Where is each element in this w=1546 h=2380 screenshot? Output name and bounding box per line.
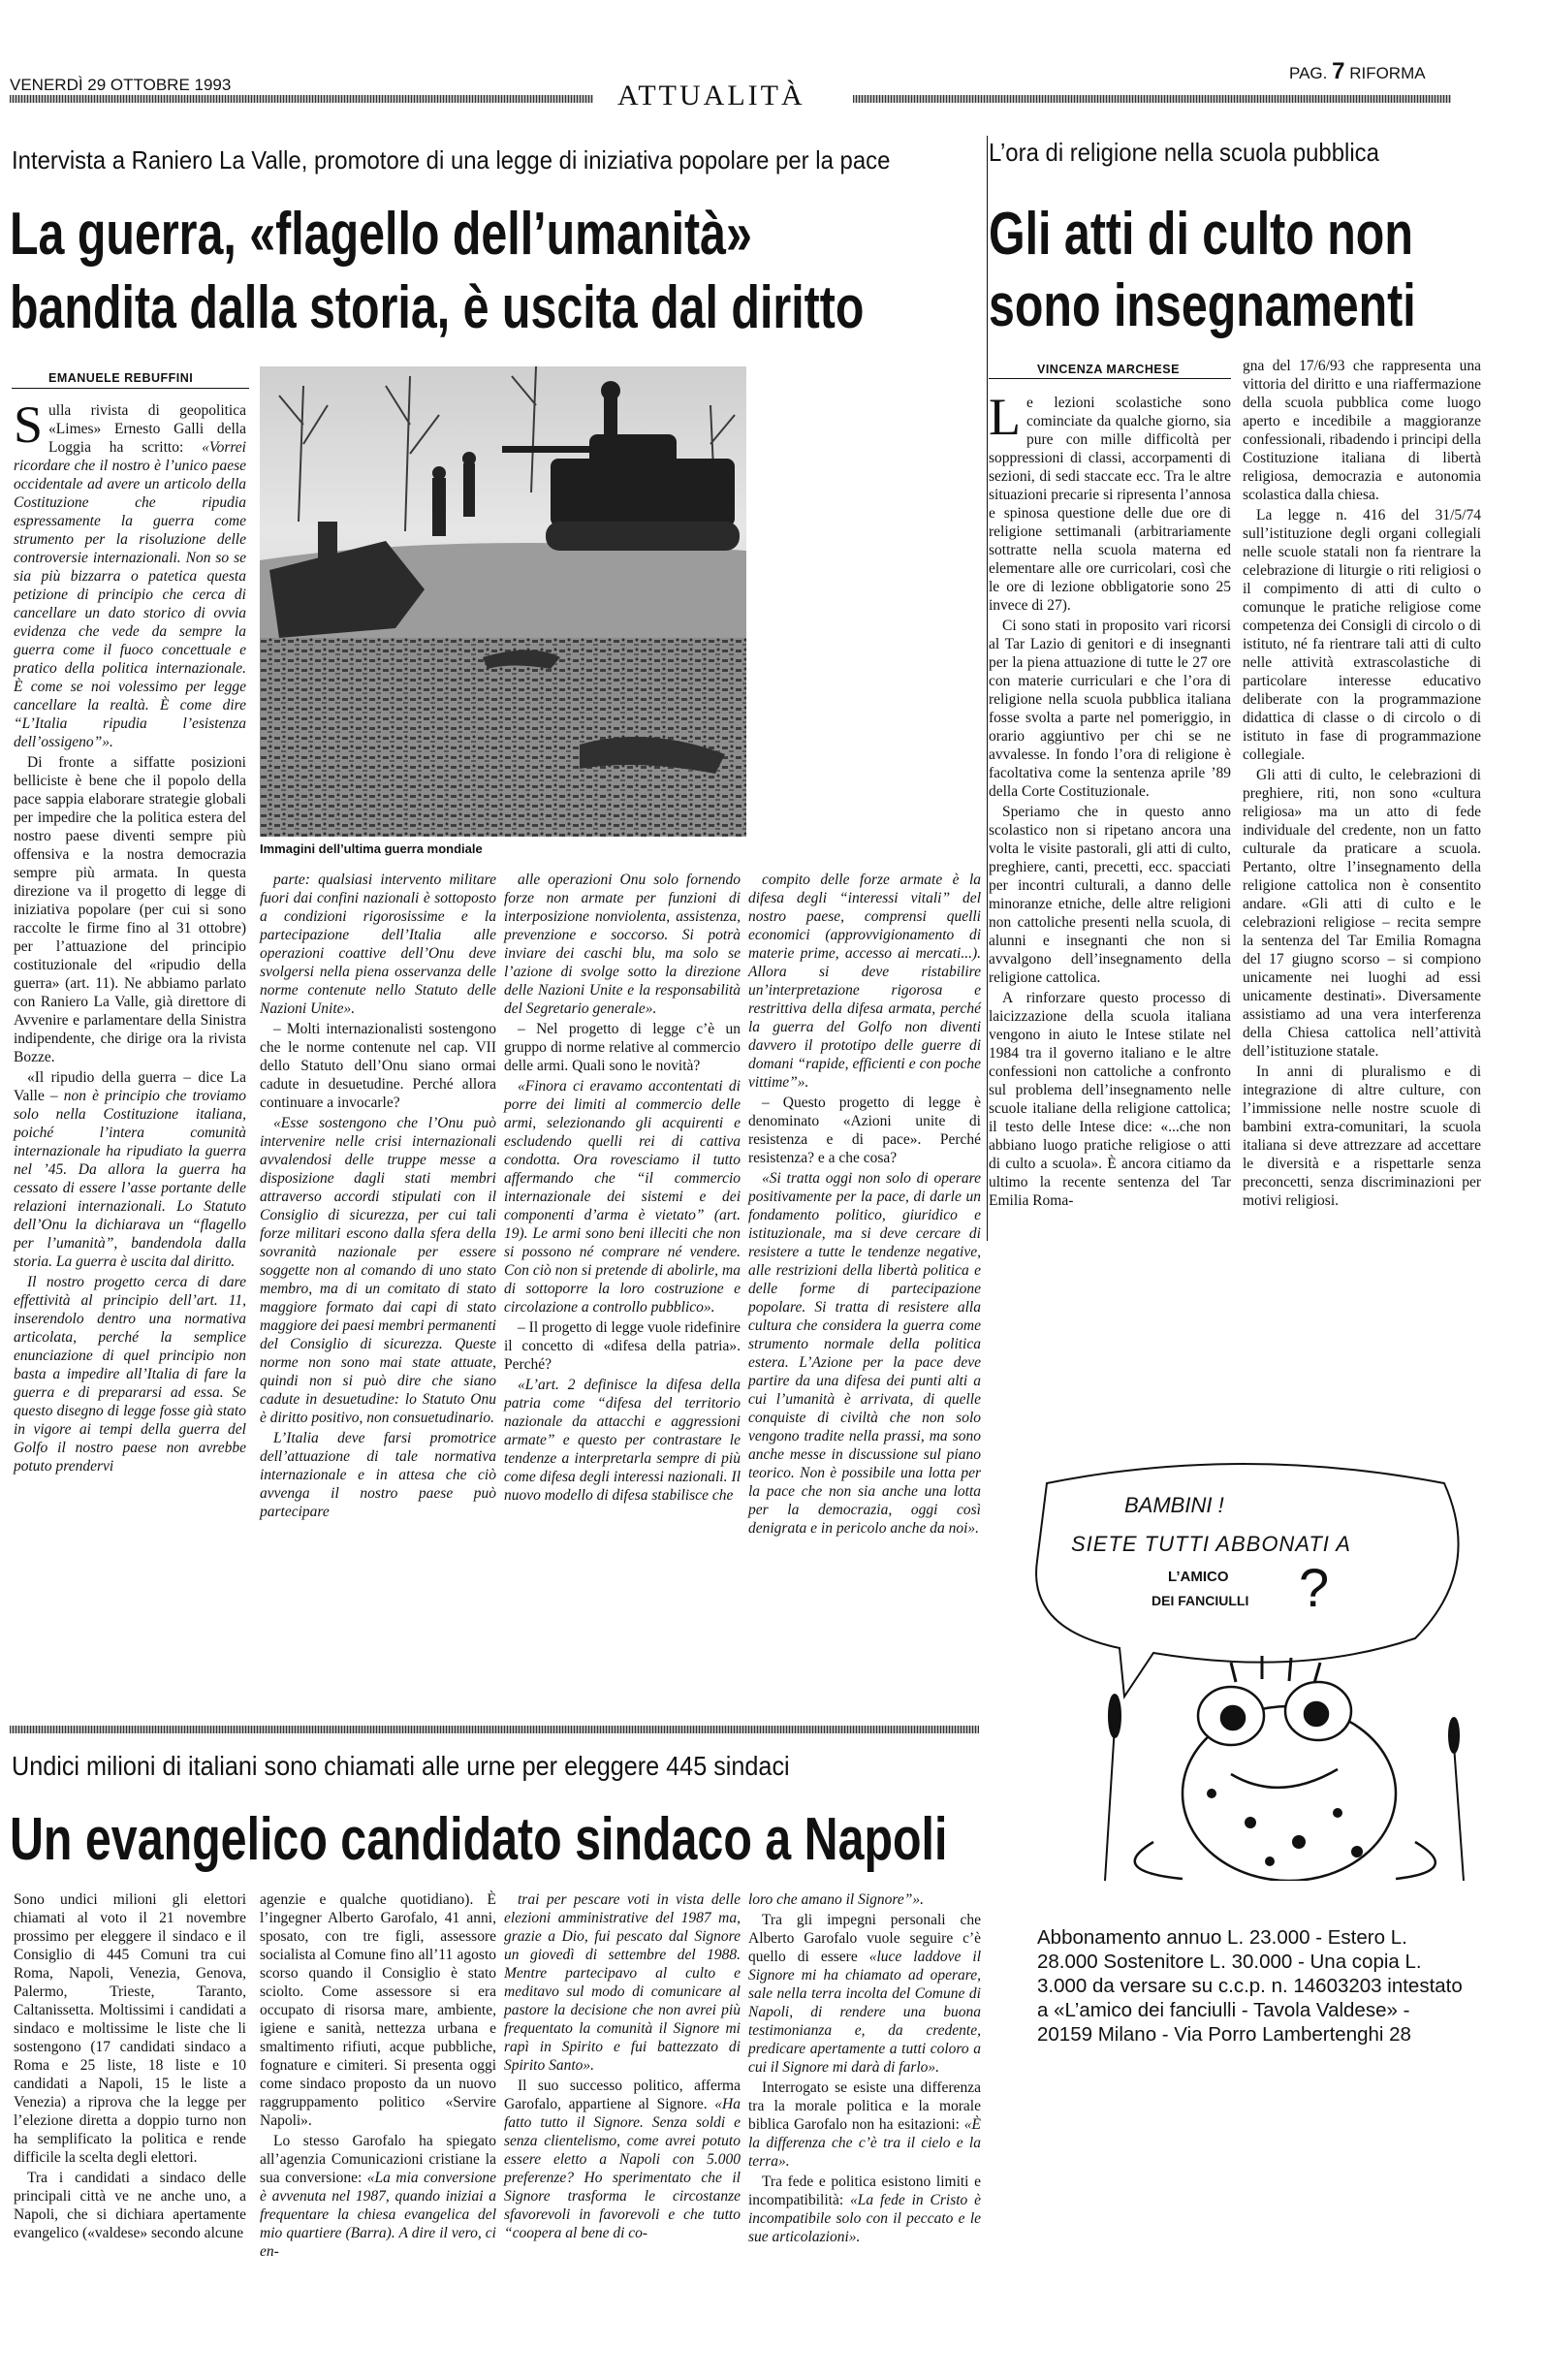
bottom-rule [10, 1726, 979, 1733]
subscription-box: Abbonamento annuo L. 23.000 - Estero L. 28.000 Sostenitore L. 30.000 - Una copia L. 3.000 da versare su c.c.p. n. 14603203 intestato a «L’amico dei fanciulli - Tavola Valdese» - 20159 Milano - Via Porro Lambertenghi 28 [1037, 1926, 1463, 2046]
paragraph [14, 1890, 246, 2167]
article3-kicker: Undici milioni di italiani sono chiamati alle urne per eleggere 445 sindaci [12, 1751, 790, 1781]
paragraph-text: agenzie e qualche quotidiano). È l’ingegner Alberto Garofalo, 41 anni, sposato, con tre figli, assessore socialista al Comune fino all’11 agosto scorso quando il Consiglio è stato sciolto. Come assessore si era occupato di risorsa mare, ambiente, igiene e sanità, nettezza urbana e smaltimento rifiuti, acque pubbliche, fognature e cimiteri. Si presenta oggi come sindaco proposto da un nuovo raggruppamento politico «Servire Napoli». [260, 1891, 496, 2129]
paragraph [260, 2132, 496, 2261]
paragraph [989, 617, 1231, 801]
war-photo [260, 366, 746, 837]
article1-column-3 [504, 871, 741, 1507]
paragraph [504, 2077, 741, 2242]
article1-column-1 [14, 396, 246, 1477]
paragraph-text: Di fronte a siffatte posizioni belliciste è bene che il popolo della pace sappia elaborare strategie globali per impedire che la politica estera del nostro paese diventi sempre più offensiva e la nostra democrazia sempre più armata. In questa direzione va il progetto di legge di iniziativa popolare (per cui si sono raccolte le firme fino al 31 ottobre) per l’attuazione del principio costituzionale del «ripudio della guerra» (art. 11). Ne abbiamo parlato con Raniero La Valle, già direttore di Avvenire e parlamentare della Sinistra indipendente, che dirige ora la rivista Bozze. [14, 754, 246, 1065]
paragraph-italic: compito delle forze armate è la difesa degli “interessi vitali” del nostro paese, comprensi quelli economici (approvvigionamento di materie prime, accesso ai mercati...). Allora si deve ristabilire un’interpretazione rigorosa e restrittiva della difesa armata, perché la guerra del Golfo non diventi davvero il prototipo delle guerre di domani “rapide, efficienti e con poche vittime”». [748, 872, 981, 1091]
article2-byline: VINCENZA MARCHESE [1037, 363, 1180, 376]
header-rule-right [853, 95, 1451, 103]
article1-byline: EMANUELE REBUFFINI [48, 371, 194, 385]
paragraph-italic: non è principio che troviamo solo nella Costituzione italiana, poiché l’intera comunità internazionale ha ripudiato la guerra nel ’45. Da allora la guerra ha cessato di essere l’asse portante delle relazioni internazionali. Lo Statuto dell’Onu la dichiarava un “flagello per l’umanità”, bandendola dalla storia. La guerra è uscita dal diritto. [14, 1088, 246, 1270]
paragraph-italic: «Vorrei ricordare che il nostro è l’unico paese occidentale ad avere un articolo della Costituzione che ripudia espressamente la guerra come strumento per la risoluzione delle controversie internazionali. Non so se sia più bizzarra o patetica questa petizione di principio che cerca di cancellare un dato storico di ovvia evidenza che vede da sempre la guerra come il fuoco concettuale e pratico della politica internazionale. È come se noi volessimo per legge cancellare la realtà. È come dire “L’Italia ripudia l’esistenza dell’ossigeno”». [14, 439, 246, 750]
paragraph-text: Tra fede e politica esistono limiti e incompatibilità: [748, 2174, 981, 2208]
paragraph-text: e lezioni scolastiche sono cominciate da qualche giorno, sia pure con mille difficoltà per soppressioni di classi, accorpamenti di sezioni, di sedi staccate ecc. Tra le altre situazioni precarie si ripresenta l’annosa e spinosa questione delle due ore di religione settimanali (arbitrariamente sottratte nella scuola materna ed elementare alle ore curricolari, così che le ore di lezione obbligatorie sono 25 invece di 27). [989, 395, 1231, 614]
paper-name: RIFORMA [1349, 64, 1426, 82]
article3-column-1 [14, 1890, 246, 2244]
paragraph-italic: «La fede in Cristo è incompatibile solo con il peccato e le sue articolazioni». [748, 2192, 981, 2245]
article2-headline-1: Gli atti di culto non [989, 201, 1413, 268]
article2-byline-rule [989, 378, 1231, 379]
paragraph [14, 753, 246, 1066]
article2-kicker: L’ora di religione nella scuola pubblica [989, 138, 1379, 167]
paragraph-text: – Molti internazionalisti sostengono che le norme contenute nel cap. VII dello Statuto dell’Onu siano ormai cadute in desuetudine. Perché allora continuare a invocarle? [260, 1021, 496, 1111]
paragraph [14, 1068, 246, 1271]
paragraph [1243, 357, 1481, 504]
paragraph-italic: «Ha fatto tutto il Signore. Senza soldi e senza clientelismo, come avrei potuto essere eletto a Napoli con 5.000 preferenze? Ho sperimentato che il Signore trasforma le circostanze sfavorevoli in favorevoli e che tutto “coopera al bene di co- [504, 2096, 741, 2241]
article3-headline: Un evangelico candidato sindaco a Napoli [10, 1806, 948, 1873]
paragraph-text: Il suo successo politico, afferma Garofalo, appartiene al Signore. [504, 2078, 741, 2112]
paragraph-text: Tra gli impegni personali che Alberto Garofalo vuole seguire c’è quello di essere [748, 1912, 981, 1965]
drop-cap: L [989, 388, 1021, 446]
paragraph [748, 2173, 981, 2246]
paragraph-text: Speriamo che in questo anno scolastico non si ripetano ancora una volta le visite pastorali, gli atti di culto, preghiere, canti, precetti, ecc. spacciati per incontri culturali, a danno delle minoranze etniche, delle altre religioni non cattoliche presenti nella scuola, di alunni e insegnanti che non si avvalgono dell’insegnamento della religione cattolica. [989, 804, 1231, 986]
paragraph-italic: trai per pescare voti in vista delle elezioni amministrative del 1987 ma, grazie a Dio, fui pescato dal Signore un giovedì di settembre del 1988. Mentre partecipavo al culto e meditavo sul modo di comunicare al pastore la decisione che non avrei più frequentato la comunità il Signore mi rapì in Spirito e fui battezzato di Spirito Santo». [504, 1891, 741, 2074]
paragraph-italic: Il nostro progetto cerca di dare effettività al principio dell’art. 11, inserendolo dentro una normativa articolata, perché la semplice enunciazione di quel principio non basta a impedire all’Italia di fare la guerra e di prepararsi ad essa. Se questo disegno di legge fosse già stato in vigore ai tempi della guerra del Golfo il nostro paese non avrebbe potuto prendervi [14, 1274, 246, 1475]
paragraph [504, 1077, 741, 1317]
comic-ad [1008, 1454, 1481, 1881]
paragraph [260, 871, 496, 1018]
paragraph [1243, 1063, 1481, 1210]
paragraph [504, 1020, 741, 1075]
paragraph-text: ulla rivista di geopolitica «Limes» Ernesto Galli della Loggia ha scritto: [48, 402, 246, 456]
paragraph [989, 388, 1231, 615]
paragraph [748, 1094, 981, 1167]
bubble-text-1: BAMBINI ! [1124, 1493, 1224, 1517]
paragraph-italic: parte: qualsiasi intervento militare fuori dai confini nazionali è sottoposto a condizioni rigorosissime e la partecipazione dell’Italia alle operazioni coattive dell’Onu deve svolgersi nella piena osservanza delle norme contenute nello Statuto delle Nazioni Unite». [260, 872, 496, 1017]
paragraph-italic: «È la differenza che c’è tra il cielo e la terra». [748, 2116, 981, 2170]
paragraph-text: – Il progetto di legge vuole ridefinire il concetto di «difesa della patria». Perché? [504, 1319, 741, 1373]
paragraph [504, 1376, 741, 1505]
article3-column-3 [504, 1890, 741, 2244]
paragraph [260, 1020, 496, 1112]
byline-rule [12, 388, 249, 389]
paragraph-italic: «luce laddove il Signore mi ha chiamato ad operare, sale nella terra incolta del Comune di Napoli, di rendere una buona testimonianza e, da credente, predicare apertamente a tutti coloro a cui il Signore mi darà di farlo». [748, 1949, 981, 2076]
paragraph-text: A rinforzare questo processo di laicizzazione della scuola italiana vengono in aiuto le Intese stilate nel 1984 tra il governo italiano e le altre confessioni non cattoliche a confronto sul problema dell’insegnamento nelle scuole italiane della religione cattolica; il testo delle Intese dice: «...che non abbiano luogo pratiche religiose o atti di culto a scuola». È ancora citiamo da ultimo la recente sentenza del Tar Emilia Roma- [989, 990, 1231, 1209]
page-number: 7 [1332, 58, 1345, 84]
article1-column-2 [260, 871, 496, 1523]
article2-column-1 [989, 388, 1231, 1212]
paragraph [504, 871, 741, 1018]
magazine-logo-bottom: DEI FANCIULLI [1152, 1593, 1249, 1608]
paragraph [260, 1890, 496, 2130]
article2-headline-2: sono insegnamenti [989, 272, 1416, 339]
column-divider [987, 136, 988, 1241]
paragraph [260, 1429, 496, 1521]
paragraph [748, 1890, 981, 1909]
drop-cap: S [14, 396, 44, 454]
photo-caption: Immagini dell’ultima guerra mondiale [260, 841, 483, 856]
paragraph-text: «Il ripudio della guerra – dice La Valle – [14, 1069, 246, 1104]
paragraph-italic: loro che amano il Signore”». [748, 1891, 924, 1908]
page-label: PAG. [1289, 64, 1328, 82]
speech-bubble-and-frog [1008, 1454, 1481, 1881]
paragraph-italic: «La mia conversione è avvenuta nel 1987, quando iniziai a frequentare la chiesa evangelica del mio quartiere (Barra). A dire il vero, ci en- [260, 2170, 496, 2260]
paragraph [14, 2169, 246, 2242]
paragraph-text: Tra i candidati a sindaco delle principali città ve ne anche uno, a Napoli, che si dichiara apertamente evangelico («valdese» secondo alcune [14, 2170, 246, 2241]
paragraph [1243, 766, 1481, 1061]
article1-column-4 [748, 871, 981, 1539]
paragraph-text: Lo stesso Garofalo ha spiegato all’agenzia Comunicazioni cristiane la sua conversione: [260, 2133, 496, 2186]
paragraph [748, 871, 981, 1092]
paragraph-italic: «Finora ci eravamo accontentati di porre dei limiti al commercio delle armi, selezionando gli acquirenti e escludendo quelli rei di cattiva condotta. Ora rovesciamo il tutto affermando che “il commercio internazionale dei sistemi e dei componenti d’arma è vietato” (art. 19). Le armi sono beni illeciti che non si possono né comprare né vendere. Con ciò non si pretende di abolirle, ma di sottoporre la loro costruzione e circolazione a controllo pubblico». [504, 1078, 741, 1316]
paragraph-text: In anni di pluralismo e di integrazione di altre culture, con l’immissione nelle nostre scuole di bambini extra-comunitari, la scuola italiana si deve attrezzare ad accettare le diversità e a rispettarle senza preconcetti, senza discriminazioni per motivi religiosi. [1243, 1063, 1481, 1209]
paragraph [989, 803, 1231, 987]
paragraph-text: – Questo progetto di legge è denominato «Azioni unite di resistenza e di pace». Perché resistenza? e a che cosa? [748, 1095, 981, 1166]
paragraph-italic: L’Italia deve farsi promotrice dell’attuazione di tale normativa internazionale e in attesa che ciò avvenga il nostro paese può partecipare [260, 1430, 496, 1520]
paragraph [504, 1318, 741, 1374]
paragraph [504, 1890, 741, 2075]
paragraph [748, 1911, 981, 2077]
paragraph-text: Gli atti di culto, le celebrazioni di preghiere, riti, non sono «cultura religiosa» ma un atto di fede individuale del credente, non un fatto culturale da praticare a scuola. Pertanto, oltre l’insegnamento della religione cattolica non è consentito andare. «Gli atti di culto e le celebrazioni religiose – recita sempre la sentenza del Tar Emilia Romagna del 17 giugno scorso – si compiono unicamente nei luoghi ad essi unicamente destinati». Diversamente assistiamo ad una vera interferenza della Chiesa cattolica nell’attività dell’istituzione statale. [1243, 767, 1481, 1060]
issue-date: VENERDÌ 29 OTTOBRE 1993 [10, 76, 232, 94]
paragraph [989, 989, 1231, 1210]
article2-column-2 [1243, 357, 1481, 1212]
question-mark: ? [1299, 1557, 1330, 1618]
article3-column-2 [260, 1890, 496, 2263]
paragraph-text: – Nel progetto di legge c’è un gruppo di norme relative al commercio delle armi. Quali sono le novità? [504, 1021, 741, 1074]
paragraph-italic: alle operazioni Onu solo fornendo forze non armate per funzioni di interposizione nonviolenta, assistenza, prevenzione e soccorso. Si potrà inviare dei caschi blu, ma solo se l’azione di svolge sotto la direzione delle Nazioni Unite e la responsabilità del Segretario generale». [504, 872, 741, 1017]
paragraph [748, 2079, 981, 2171]
paragraph [748, 1169, 981, 1538]
paragraph-text: Sono undici milioni gli elettori chiamati al voto il 21 novembre prossimo per eleggere il sindaco e il Consiglio di 445 Comuni tra cui Roma, Napoli, Venezia, Genova, Palermo, Trieste, Taranto, Caltanissetta. Moltissimi i candidati a sindaco e moltissime le liste che li sostengono (17 candidati sindaco a Roma e 25 liste, 18 liste e 10 candidati a Napoli, 15 le liste a Venezia) a riprova che la legge per l’elezione diretta a doppio turno non ha semplificato la politica e rende difficile la scelta degli elettori. [14, 1891, 246, 2166]
paragraph [14, 1273, 246, 1476]
war-photo-image [260, 366, 746, 837]
paragraph-text: La legge n. 416 del 31/5/74 sull’istituzione degli organi collegiali nelle scuole statali non fa rientrare la celebrazione di liturgie o riti religiosi o il compimento di atti di culto o comunque le pratiche religiose come competenza dei Consigli di circolo o di istituto, né fa rientrare tali atti di culto nelle attività extrascolastiche di particolare interesse educativo deliberate con la programmazione didattica di classe o di circolo o di istituto in fase di programmazione collegiale. [1243, 507, 1481, 763]
paragraph [260, 1114, 496, 1427]
section-title: ATTUALITÀ [617, 79, 805, 111]
magazine-logo-top: L’AMICO [1168, 1569, 1229, 1585]
paragraph-italic: «L’art. 2 definisce la difesa della patria come “difesa del territorio nazionale da attacchi e aggressioni armate” e questo per contrastare le tendenze a interpretarla sempre di più come difesa degli interessi nazionali. Il nuovo modello di difesa stabilisce che [504, 1377, 741, 1504]
paragraph-text: Ci sono stati in proposito vari ricorsi al Tar Lazio di genitori e di insegnanti per la piena attuazione di tutte le 27 ore con materie curriculari e che l’ora di religione nella scuola pubblica italiana fosse svolta a parte nel pomeriggio, in orario aggiuntivo per chi se ne avvalesse. In fondo l’ora di religione è facoltativa come la sentenza aprile ’89 della Corte Costituzionale. [989, 618, 1231, 800]
header-rule-left [10, 95, 593, 103]
article1-headline-2: bandita dalla storia, è uscita dal diritto [10, 274, 865, 341]
bubble-text-2: SIETE TUTTI ABBONATI A [1071, 1532, 1351, 1556]
paragraph-italic: «Esse sostengono che l’Onu può intervenire nelle crisi internazionali avvalendosi delle truppe messe a disposizione dagli stati membri attraverso accordi stipulati con il Consiglio di sicurezza, per cui tali forze militari escono dalla sfera della sovranità nazionale per essere soggette non al comando di uno stato membro, ma di un comitato di stato maggiore formato dai capi di stato maggiore dei paesi membri permanenti del Consiglio di sicurezza. Queste norme non sono mai state attuate, quindi non si può dire che siano cadute in desuetudine: lo Statuto Onu è diritto positivo, non consuetudinario. [260, 1115, 496, 1426]
article1-kicker: Intervista a Raniero La Valle, promotore di una legge di iniziativa popolare per la pace [12, 145, 891, 175]
article1-headline-1: La guerra, «flagello dell’umanità» [10, 201, 752, 268]
article3-column-4 [748, 1890, 981, 2248]
paragraph-italic: «Si tratta oggi non solo di operare positivamente per la pace, di darle un fondamento politico, giuridico e istituzionale, ma si deve cercare di resistere a tutte le tendenze negative, alle restrizioni della libertà politica e delle forme di partecipazione popolare. Si tratta di resistere alla cultura che considera la guerra come strumento normale della politica estera. L’Azione per la pace deve partire da una difesa dei punti alti a cui l’umanità è arrivata, di quelle conquiste di civiltà che non solo vengono tradite nella prassi, ma sono anche messe in discussione sul piano teorico. Non è possibile una lotta per la pace che non sia anche una lotta per la democrazia, oggi così denigrata e in pericolo anche da noi». [748, 1170, 981, 1537]
paragraph-text: gna del 17/6/93 che rappresenta una vittoria del diritto e una riaffermazione della scuola pubblica come luogo aperto e incedibile a maggioranze confessionali, ribadendo i principi della Costituzione italiana di libertà religiosa, democrazia e autonomia scolastica dalla chiesa. [1243, 358, 1481, 503]
paragraph [14, 396, 246, 751]
paragraph [1243, 506, 1481, 764]
paragraph-text: Interrogato se esiste una differenza tra la morale politica e la morale biblica Garofalo non ha esitazioni: [748, 2079, 981, 2133]
page-number-block [1289, 58, 1426, 85]
